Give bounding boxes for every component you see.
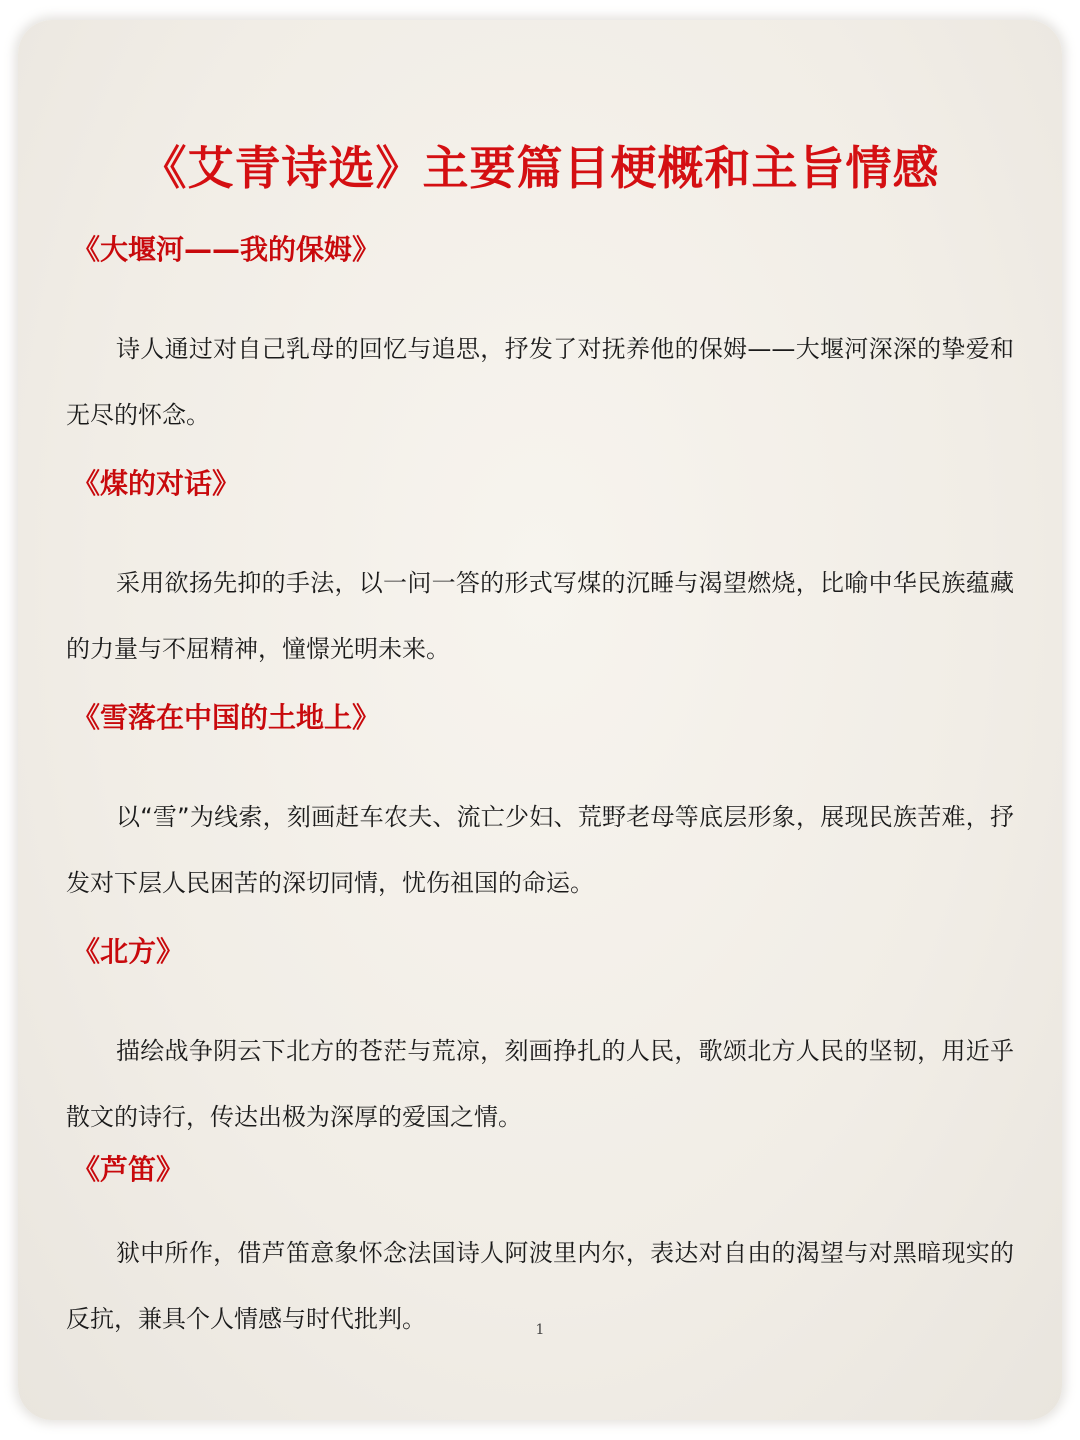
section-heading: 《芦笛》: [72, 1153, 185, 1186]
section-north: [66, 932, 1014, 1150]
section-heading: 《大堰河——我的保姆》: [72, 233, 381, 266]
document-page: [18, 20, 1062, 1420]
section-body: 描绘战争阴云下北方的苍茫与荒凉，刻画挣扎的人民，歌颂北方人民的坚韧，用近乎散文的诗行，传达出极为深厚的爱国之情。: [66, 1037, 1014, 1131]
section-body: 狱中所作，借芦笛意象怀念法国诗人阿波里内尔，表达对自由的渴望与对黑暗现实的反抗，兼具个人情感与时代批判。: [66, 1239, 1014, 1333]
section-body: 采用欲扬先抑的手法，以一问一答的形式写煤的沉睡与渴望燃烧，比喻中华民族蕴藏的力量与不屈精神，憧憬光明未来。: [66, 569, 1014, 663]
section-heading: 《煤的对话》: [72, 467, 241, 500]
page-title: 《艾青诗选》主要篇目梗概和主旨情感: [140, 141, 940, 195]
page-number: 1: [535, 1322, 545, 1338]
section-body: 诗人通过对自己乳母的回忆与追思，抒发了对抚养他的保姆——大堰河深深的挚爱和无尽的怀念。: [66, 335, 1014, 429]
section-snow-on-china: [66, 698, 1014, 916]
section-heading: 《雪落在中国的土地上》: [72, 701, 381, 734]
section-dayanhe: [66, 230, 1014, 448]
section-heading: 《北方》: [72, 935, 185, 968]
section-body: 以“雪”为线索，刻画赶车农夫、流亡少妇、荒野老母等底层形象，展现民族苦难，抒发对下层人民困苦的深切同情，忧伤祖国的命运。: [66, 803, 1014, 897]
section-coal-dialogue: [66, 464, 1014, 682]
